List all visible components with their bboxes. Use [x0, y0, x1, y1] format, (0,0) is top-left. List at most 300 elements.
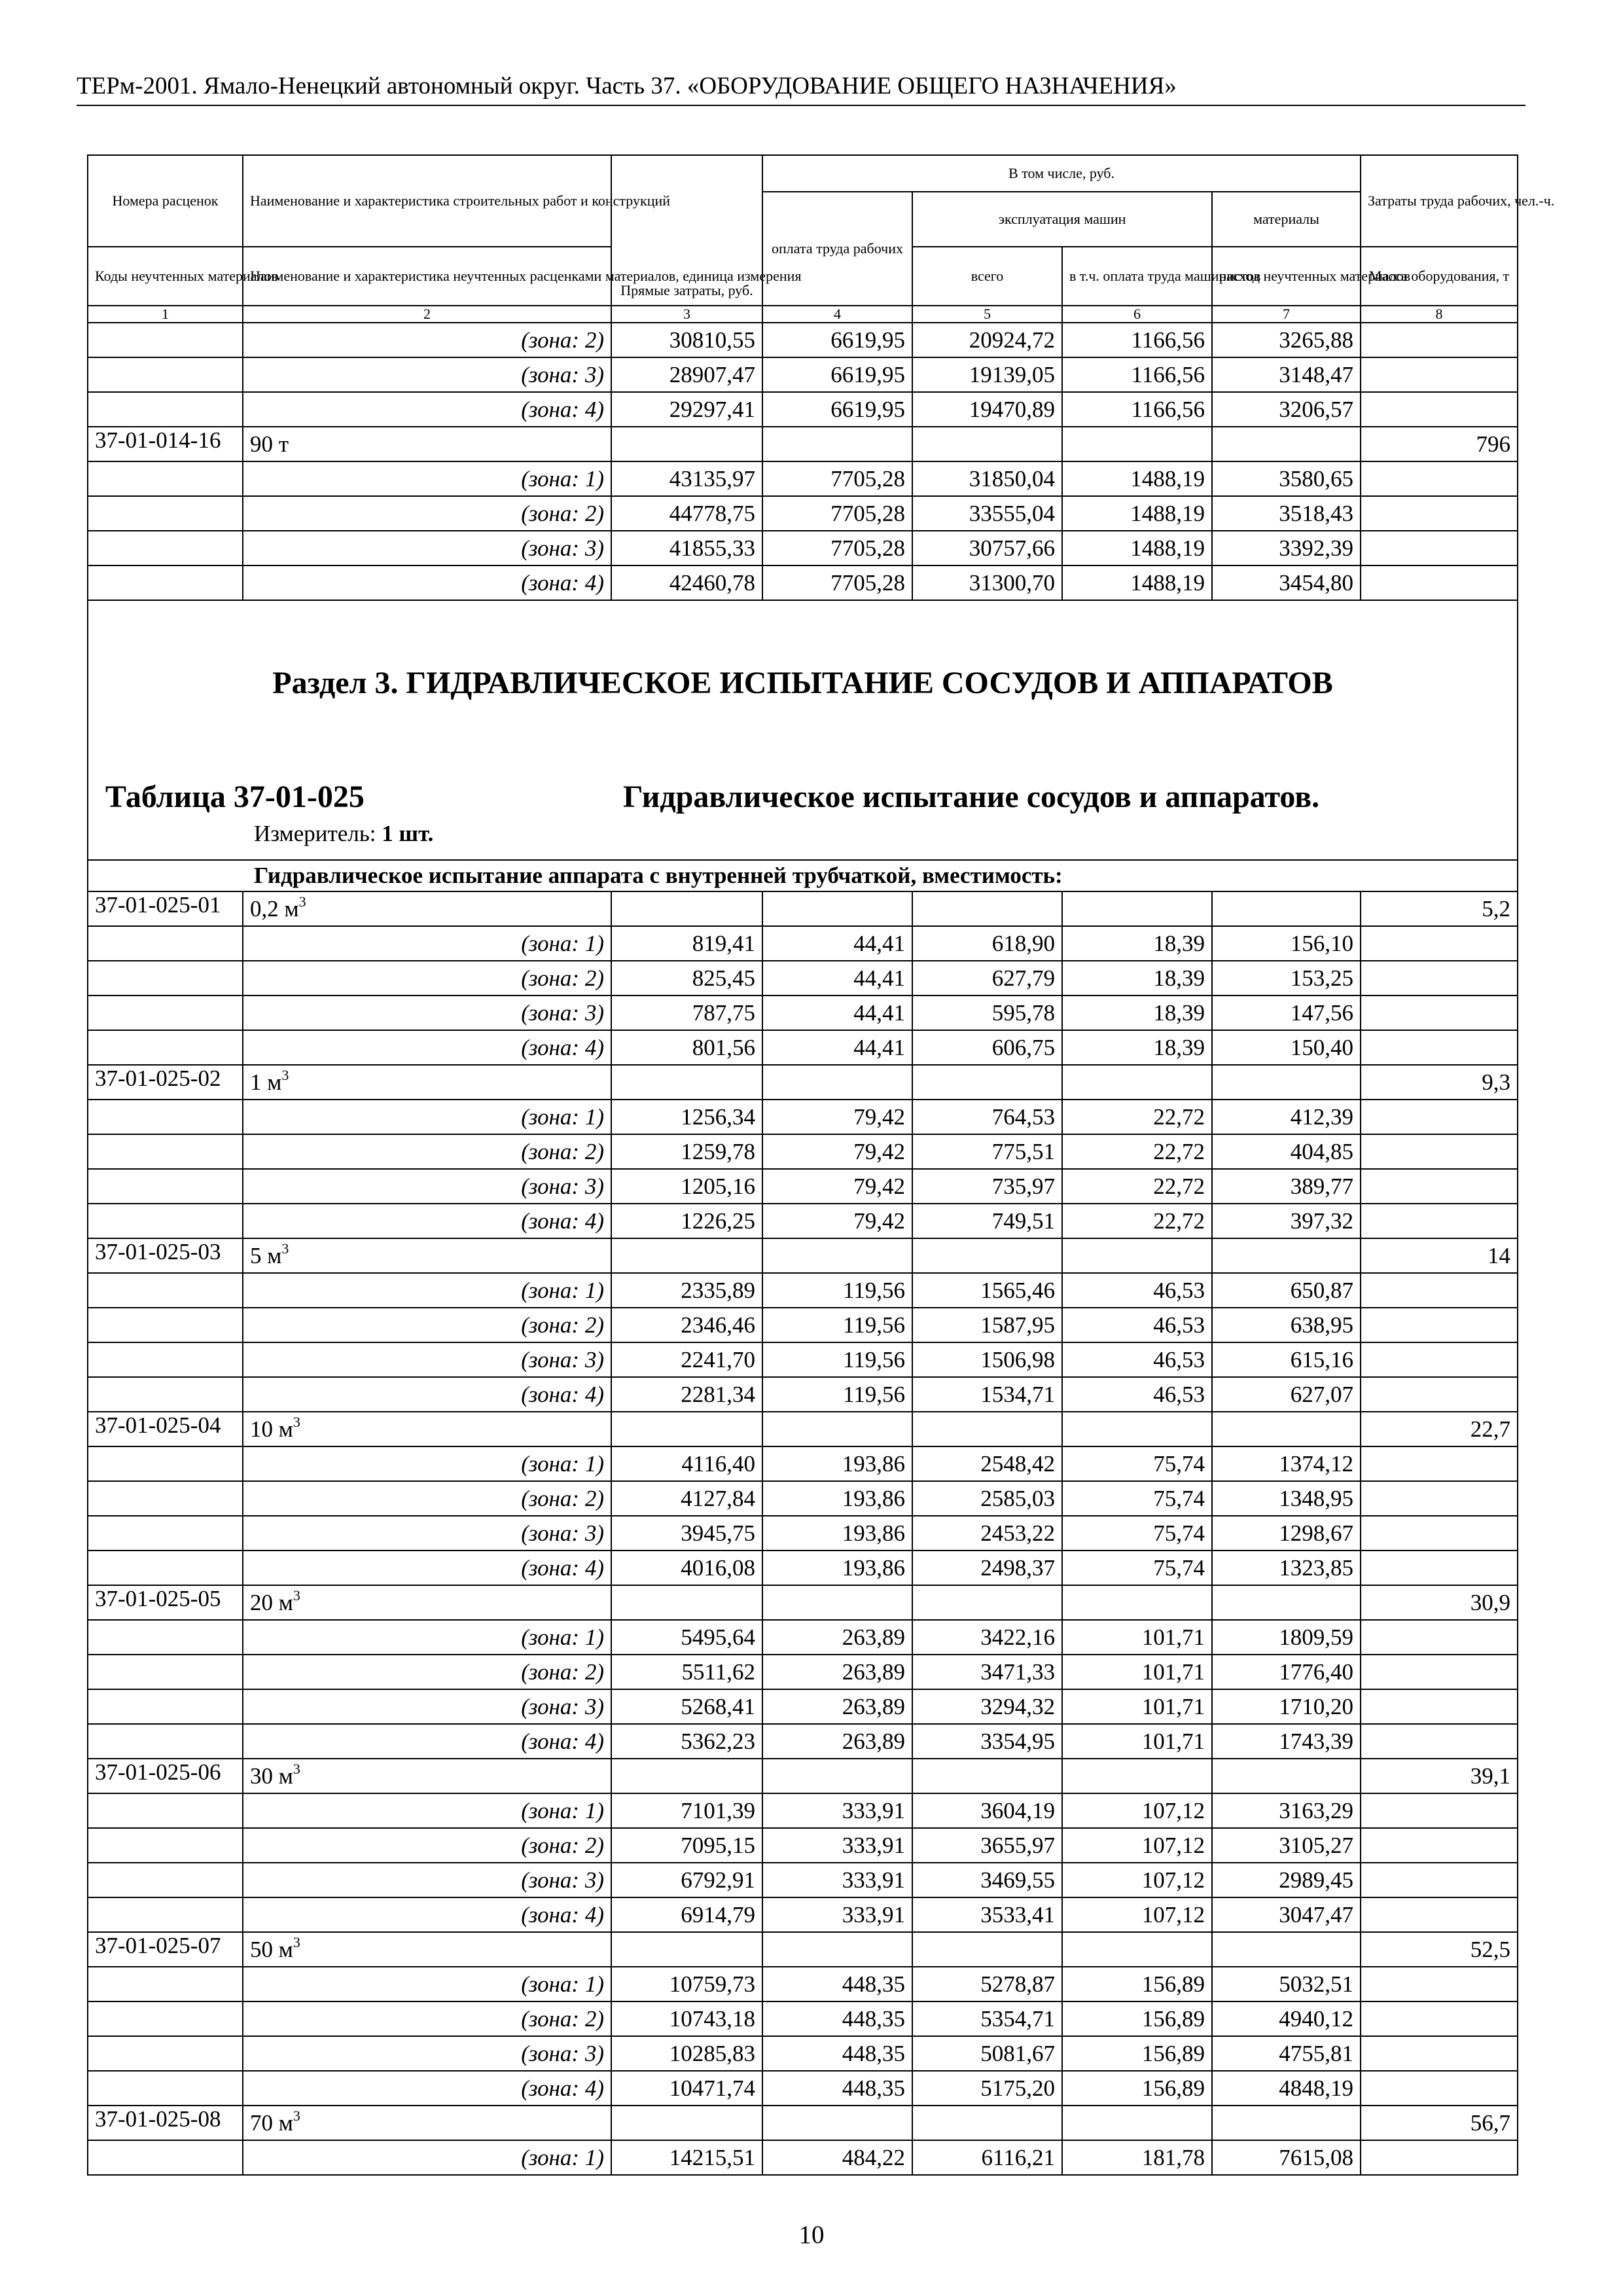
mass-cell-empty	[1361, 1551, 1518, 1585]
code-cell-empty	[88, 1516, 243, 1551]
item-code: 37-01-025-08	[88, 2106, 243, 2140]
zone-label: (зона: 4)	[243, 1724, 611, 1759]
value-c5: 2453,22	[912, 1516, 1062, 1551]
code-cell-empty	[88, 461, 243, 496]
value-c5: 2498,37	[912, 1551, 1062, 1585]
value-c6: 1166,56	[1062, 323, 1212, 357]
item-code: 37-01-025-05	[88, 1585, 243, 1620]
col2-header-top: Наименование и характеристика строительных работ и конструкций	[243, 155, 611, 247]
value-c3: 43135,97	[611, 461, 762, 496]
value-c4: 263,89	[762, 1689, 912, 1724]
zone-label: (зона: 1)	[243, 461, 611, 496]
value-c3: 1256,34	[611, 1100, 762, 1134]
item-code: 37-01-025-07	[88, 1932, 243, 1967]
value-c7: 1374,12	[1212, 1446, 1361, 1481]
zone-row	[88, 1273, 1518, 1308]
mass-cell-empty	[1361, 2036, 1518, 2071]
col-number: 5	[912, 306, 1062, 323]
value-c3: 2281,34	[611, 1377, 762, 1412]
code-cell-empty	[88, 565, 243, 600]
value-c4: 6619,95	[762, 392, 912, 427]
value-c7: 1743,39	[1212, 1724, 1361, 1759]
zone-label: (зона: 4)	[243, 565, 611, 600]
value-c5: 3354,95	[912, 1724, 1062, 1759]
item-name-text: 0,2 м	[250, 895, 299, 922]
value-empty	[762, 427, 912, 461]
mass-cell-empty	[1361, 2140, 1518, 2175]
unit-superscript: 3	[293, 1933, 300, 1950]
value-empty	[912, 1065, 1062, 1100]
value-c4: 79,42	[762, 1134, 912, 1169]
unit-superscript: 3	[293, 1760, 300, 1777]
value-c4: 193,86	[762, 1446, 912, 1481]
mass-cell-empty	[1361, 1863, 1518, 1897]
value-c6: 75,74	[1062, 1516, 1212, 1551]
col4-header: оплата труда рабочих	[762, 192, 912, 306]
value-c3: 1259,78	[611, 1134, 762, 1169]
value-empty	[1212, 1759, 1361, 1793]
value-c6: 75,74	[1062, 1446, 1212, 1481]
value-c3: 4127,84	[611, 1481, 762, 1516]
item-header-row	[88, 1585, 1518, 1620]
col6-header: в т.ч. оплата труда машинистов	[1062, 247, 1212, 306]
value-c6: 22,72	[1062, 1204, 1212, 1238]
value-c5: 749,51	[912, 1204, 1062, 1238]
zone-row	[88, 496, 1518, 531]
mass-cell-empty	[1361, 1342, 1518, 1377]
value-c5: 1534,71	[912, 1377, 1062, 1412]
zone-label: (зона: 1)	[243, 926, 611, 961]
value-c3: 14215,51	[611, 2140, 762, 2175]
value-c4: 333,91	[762, 1897, 912, 1932]
value-c4: 6619,95	[762, 357, 912, 392]
value-c7: 412,39	[1212, 1100, 1361, 1134]
value-c6: 46,53	[1062, 1377, 1212, 1412]
value-empty	[1212, 2106, 1361, 2140]
value-c4: 333,91	[762, 1863, 912, 1897]
value-c3: 30810,55	[611, 323, 762, 357]
zone-label: (зона: 2)	[243, 323, 611, 357]
value-c7: 3265,88	[1212, 323, 1361, 357]
value-empty	[1212, 1932, 1361, 1967]
value-c6: 101,71	[1062, 1689, 1212, 1724]
value-c3: 29297,41	[611, 392, 762, 427]
value-c5: 595,78	[912, 996, 1062, 1030]
value-c7: 4940,12	[1212, 2001, 1361, 2036]
code-cell-empty	[88, 1689, 243, 1724]
mass-cell-empty	[1361, 1308, 1518, 1342]
value-c5: 5278,87	[912, 1967, 1062, 2001]
value-empty	[912, 1585, 1062, 1620]
zone-row	[88, 1793, 1518, 1828]
value-c6: 107,12	[1062, 1897, 1212, 1932]
value-c4: 119,56	[762, 1377, 912, 1412]
code-cell-empty	[88, 1481, 243, 1516]
code-cell-empty	[88, 1446, 243, 1481]
zone-row	[88, 996, 1518, 1030]
value-c6: 1166,56	[1062, 392, 1212, 427]
code-cell-empty	[88, 1724, 243, 1759]
value-c5: 3604,19	[912, 1793, 1062, 1828]
mass-cell-empty	[1361, 1481, 1518, 1516]
table-subcaption: Гидравлическое испытание аппарата с внутренней трубчаткой, вместимость:	[88, 860, 1518, 891]
unit-superscript: 3	[293, 2107, 300, 2124]
item-name-text: 20 м	[250, 1589, 293, 1615]
item-header-row	[88, 1238, 1518, 1273]
code-cell-empty	[88, 996, 243, 1030]
value-c4: 44,41	[762, 926, 912, 961]
mass-cell-empty	[1361, 1897, 1518, 1932]
meter-label: Измеритель:	[254, 821, 376, 846]
value-c5: 20924,72	[912, 323, 1062, 357]
value-empty	[762, 2106, 912, 2140]
item-name-text: 70 м	[250, 2109, 293, 2136]
value-c4: 44,41	[762, 961, 912, 996]
zone-label: (зона: 3)	[243, 996, 611, 1030]
value-c5: 764,53	[912, 1100, 1062, 1134]
code-cell-empty	[88, 1134, 243, 1169]
value-empty	[1062, 2106, 1212, 2140]
value-empty	[762, 1238, 912, 1273]
col-number: 8	[1361, 306, 1518, 323]
item-mass: 5,2	[1361, 891, 1518, 926]
code-cell-empty	[88, 2001, 243, 2036]
mass-cell-empty	[1361, 392, 1518, 427]
item-name	[243, 2106, 611, 2140]
value-c7: 1809,59	[1212, 1620, 1361, 1655]
col-number: 7	[1212, 306, 1361, 323]
zone-row	[88, 1551, 1518, 1585]
value-c3: 6792,91	[611, 1863, 762, 1897]
col7-header: расход неучтенных материалов	[1212, 247, 1361, 306]
value-empty	[762, 1759, 912, 1793]
mass-cell-empty	[1361, 1100, 1518, 1134]
mass-cell-empty	[1361, 1273, 1518, 1308]
including-header: В том числе, руб.	[762, 155, 1361, 192]
item-name-text: 30 м	[250, 1763, 293, 1789]
item-code: 37-01-014-16	[88, 427, 243, 461]
mass-cell-empty	[1361, 565, 1518, 600]
col-number: 6	[1062, 306, 1212, 323]
zone-row	[88, 2001, 1518, 2036]
value-c5: 627,79	[912, 961, 1062, 996]
table-label: Таблица 37-01-025	[105, 780, 365, 814]
zone-label: (зона: 3)	[243, 2036, 611, 2071]
value-c4: 44,41	[762, 1030, 912, 1065]
value-c4: 193,86	[762, 1481, 912, 1516]
value-c4: 484,22	[762, 2140, 912, 2175]
code-cell-empty	[88, 1620, 243, 1655]
value-empty	[1062, 1759, 1212, 1793]
value-c6: 75,74	[1062, 1551, 1212, 1585]
zone-label: (зона: 4)	[243, 1204, 611, 1238]
code-cell-empty	[88, 1204, 243, 1238]
code-cell-empty	[88, 357, 243, 392]
zone-row	[88, 357, 1518, 392]
zone-row	[88, 531, 1518, 565]
zone-label: (зона: 4)	[243, 2071, 611, 2106]
zone-label: (зона: 1)	[243, 1793, 611, 1828]
value-c7: 404,85	[1212, 1134, 1361, 1169]
value-empty	[762, 1585, 912, 1620]
value-c7: 389,77	[1212, 1169, 1361, 1204]
value-c5: 5081,67	[912, 2036, 1062, 2071]
section-block	[88, 600, 1518, 860]
value-c5: 2585,03	[912, 1481, 1062, 1516]
item-mass: 30,9	[1361, 1585, 1518, 1620]
value-c5: 618,90	[912, 926, 1062, 961]
value-c3: 5495,64	[611, 1620, 762, 1655]
value-empty	[611, 1238, 762, 1273]
value-c7: 150,40	[1212, 1030, 1361, 1065]
value-c6: 46,53	[1062, 1308, 1212, 1342]
value-c7: 3206,57	[1212, 392, 1361, 427]
value-c3: 4016,08	[611, 1551, 762, 1585]
value-c5: 1506,98	[912, 1342, 1062, 1377]
value-empty	[912, 2106, 1062, 2140]
zone-row	[88, 1655, 1518, 1689]
code-cell-empty	[88, 2140, 243, 2175]
code-cell-empty	[88, 1377, 243, 1412]
meter-value: 1 шт.	[382, 821, 434, 846]
item-name	[243, 1759, 611, 1793]
value-empty	[1062, 1585, 1212, 1620]
value-c5: 33555,04	[912, 496, 1062, 531]
value-empty	[1212, 1412, 1361, 1446]
value-empty	[1212, 427, 1361, 461]
value-empty	[611, 2106, 762, 2140]
col-number: 3	[611, 306, 762, 323]
zone-row	[88, 1377, 1518, 1412]
item-mass: 56,7	[1361, 2106, 1518, 2140]
code-cell-empty	[88, 2036, 243, 2071]
value-c3: 5268,41	[611, 1689, 762, 1724]
value-empty	[762, 1065, 912, 1100]
value-c6: 18,39	[1062, 961, 1212, 996]
value-c5: 31300,70	[912, 565, 1062, 600]
value-c6: 18,39	[1062, 926, 1212, 961]
unit-superscript: 3	[298, 893, 306, 910]
col-number: 2	[243, 306, 611, 323]
value-empty	[611, 891, 762, 926]
mass-cell-empty	[1361, 996, 1518, 1030]
code-cell-empty	[88, 961, 243, 996]
col5-header: всего	[912, 247, 1062, 306]
value-c6: 75,74	[1062, 1481, 1212, 1516]
zone-row	[88, 1724, 1518, 1759]
unit-superscript: 3	[281, 1066, 289, 1083]
value-c7: 4848,19	[1212, 2071, 1361, 2106]
value-c7: 3163,29	[1212, 1793, 1361, 1828]
value-c6: 101,71	[1062, 1724, 1212, 1759]
zone-label: (зона: 2)	[243, 1308, 611, 1342]
zone-label: (зона: 4)	[243, 1897, 611, 1932]
meter	[254, 821, 433, 847]
value-c7: 3518,43	[1212, 496, 1361, 531]
zone-label: (зона: 3)	[243, 1516, 611, 1551]
value-empty	[1062, 891, 1212, 926]
code-cell-empty	[88, 323, 243, 357]
value-empty	[762, 1412, 912, 1446]
value-empty	[912, 1238, 1062, 1273]
item-name	[243, 1932, 611, 1967]
value-c3: 1205,16	[611, 1169, 762, 1204]
value-c3: 44778,75	[611, 496, 762, 531]
item-mass: 9,3	[1361, 1065, 1518, 1100]
item-mass: 52,5	[1361, 1932, 1518, 1967]
item-mass: 14	[1361, 1238, 1518, 1273]
code-cell-empty	[88, 1100, 243, 1134]
zone-row	[88, 461, 1518, 496]
value-c4: 448,35	[762, 2036, 912, 2071]
value-c7: 638,95	[1212, 1308, 1361, 1342]
value-c7: 1323,85	[1212, 1551, 1361, 1585]
value-c5: 3294,32	[912, 1689, 1062, 1724]
value-c6: 1488,19	[1062, 496, 1212, 531]
value-c6: 156,89	[1062, 2001, 1212, 2036]
value-c5: 2548,42	[912, 1446, 1062, 1481]
value-c4: 79,42	[762, 1169, 912, 1204]
value-c3: 801,56	[611, 1030, 762, 1065]
value-c7: 4755,81	[1212, 2036, 1361, 2071]
value-c6: 22,72	[1062, 1169, 1212, 1204]
col8-header-top: Затраты труда рабочих, чел.-ч.	[1361, 155, 1518, 247]
mass-cell-empty	[1361, 1204, 1518, 1238]
zone-label: (зона: 1)	[243, 1967, 611, 2001]
zone-label: (зона: 1)	[243, 1620, 611, 1655]
zone-row	[88, 1516, 1518, 1551]
zone-row	[88, 1134, 1518, 1169]
value-empty	[611, 427, 762, 461]
zone-label: (зона: 2)	[243, 496, 611, 531]
value-empty	[611, 1065, 762, 1100]
value-c3: 3945,75	[611, 1516, 762, 1551]
col2-header-bottom: Наименование и характеристика неучтенных расценками материалов, единица измерения	[243, 247, 611, 306]
value-c5: 1587,95	[912, 1308, 1062, 1342]
value-c7: 3148,47	[1212, 357, 1361, 392]
zone-label: (зона: 2)	[243, 1481, 611, 1516]
zone-row	[88, 2140, 1518, 2175]
value-c4: 448,35	[762, 2071, 912, 2106]
zone-label: (зона: 2)	[243, 1655, 611, 1689]
value-c6: 156,89	[1062, 1967, 1212, 2001]
mass-cell-empty	[1361, 1377, 1518, 1412]
value-empty	[1062, 1412, 1212, 1446]
value-c4: 7705,28	[762, 565, 912, 600]
value-c5: 30757,66	[912, 531, 1062, 565]
mass-cell-empty	[1361, 1620, 1518, 1655]
mass-cell-empty	[1361, 1030, 1518, 1065]
mass-cell-empty	[1361, 461, 1518, 496]
zone-row	[88, 1897, 1518, 1932]
code-cell-empty	[88, 2071, 243, 2106]
value-c6: 156,89	[1062, 2071, 1212, 2106]
value-c6: 107,12	[1062, 1793, 1212, 1828]
zone-label: (зона: 3)	[243, 1689, 611, 1724]
value-c7: 153,25	[1212, 961, 1361, 996]
mass-cell-empty	[1361, 1655, 1518, 1689]
value-c6: 22,72	[1062, 1100, 1212, 1134]
materials-header: материалы	[1212, 192, 1361, 247]
zone-row	[88, 1446, 1518, 1481]
zone-row	[88, 565, 1518, 600]
zone-label: (зона: 4)	[243, 1551, 611, 1585]
value-c4: 448,35	[762, 2001, 912, 2036]
value-c5: 775,51	[912, 1134, 1062, 1169]
value-empty	[912, 1932, 1062, 1967]
value-c4: 263,89	[762, 1724, 912, 1759]
item-code: 37-01-025-01	[88, 891, 243, 926]
col-number: 4	[762, 306, 912, 323]
mass-cell-empty	[1361, 1516, 1518, 1551]
value-empty	[762, 1932, 912, 1967]
zone-row	[88, 1620, 1518, 1655]
mass-cell-empty	[1361, 1446, 1518, 1481]
value-c5: 3655,97	[912, 1828, 1062, 1863]
code-cell-empty	[88, 1342, 243, 1377]
mass-cell-empty	[1361, 323, 1518, 357]
unit-superscript: 3	[281, 1240, 289, 1257]
value-c7: 627,07	[1212, 1377, 1361, 1412]
value-c3: 825,45	[611, 961, 762, 996]
code-cell-empty	[88, 1169, 243, 1204]
zone-label: (зона: 2)	[243, 2001, 611, 2036]
code-cell-empty	[88, 496, 243, 531]
value-c5: 5175,20	[912, 2071, 1062, 2106]
zone-label: (зона: 1)	[243, 1273, 611, 1308]
zone-row	[88, 2036, 1518, 2071]
value-empty	[1062, 1238, 1212, 1273]
col3-header: Прямые затраты, руб.	[611, 155, 762, 306]
mass-cell-empty	[1361, 1689, 1518, 1724]
value-c3: 2335,89	[611, 1273, 762, 1308]
value-c7: 2989,45	[1212, 1863, 1361, 1897]
zone-row	[88, 1308, 1518, 1342]
code-cell-empty	[88, 926, 243, 961]
value-empty	[611, 1932, 762, 1967]
subcaption-row	[88, 860, 1518, 891]
item-mass: 796	[1361, 427, 1518, 461]
col8-header-bottom: Масса оборудования, т	[1361, 247, 1518, 306]
value-c3: 7101,39	[611, 1793, 762, 1828]
zone-row	[88, 1342, 1518, 1377]
value-c7: 615,16	[1212, 1342, 1361, 1377]
value-empty	[1062, 427, 1212, 461]
value-c3: 4116,40	[611, 1446, 762, 1481]
value-c7: 3105,27	[1212, 1828, 1361, 1863]
zone-row	[88, 2071, 1518, 2106]
section-cell	[88, 600, 1518, 860]
value-empty	[912, 427, 1062, 461]
zone-label: (зона: 1)	[243, 2140, 611, 2175]
zone-row	[88, 1828, 1518, 1863]
item-name-text: 10 м	[250, 1416, 293, 1442]
unit-superscript: 3	[293, 1413, 300, 1430]
mass-cell-empty	[1361, 496, 1518, 531]
col-number: 1	[88, 306, 243, 323]
item-header-row	[88, 1065, 1518, 1100]
machines-header: эксплуатация машин	[912, 192, 1212, 247]
value-empty	[762, 891, 912, 926]
value-c7: 3047,47	[1212, 1897, 1361, 1932]
value-c4: 333,91	[762, 1793, 912, 1828]
item-header-row	[88, 427, 1518, 461]
code-cell-empty	[88, 1308, 243, 1342]
value-c3: 787,75	[611, 996, 762, 1030]
value-c6: 107,12	[1062, 1863, 1212, 1897]
code-cell-empty	[88, 1030, 243, 1065]
zone-label: (зона: 4)	[243, 1030, 611, 1065]
